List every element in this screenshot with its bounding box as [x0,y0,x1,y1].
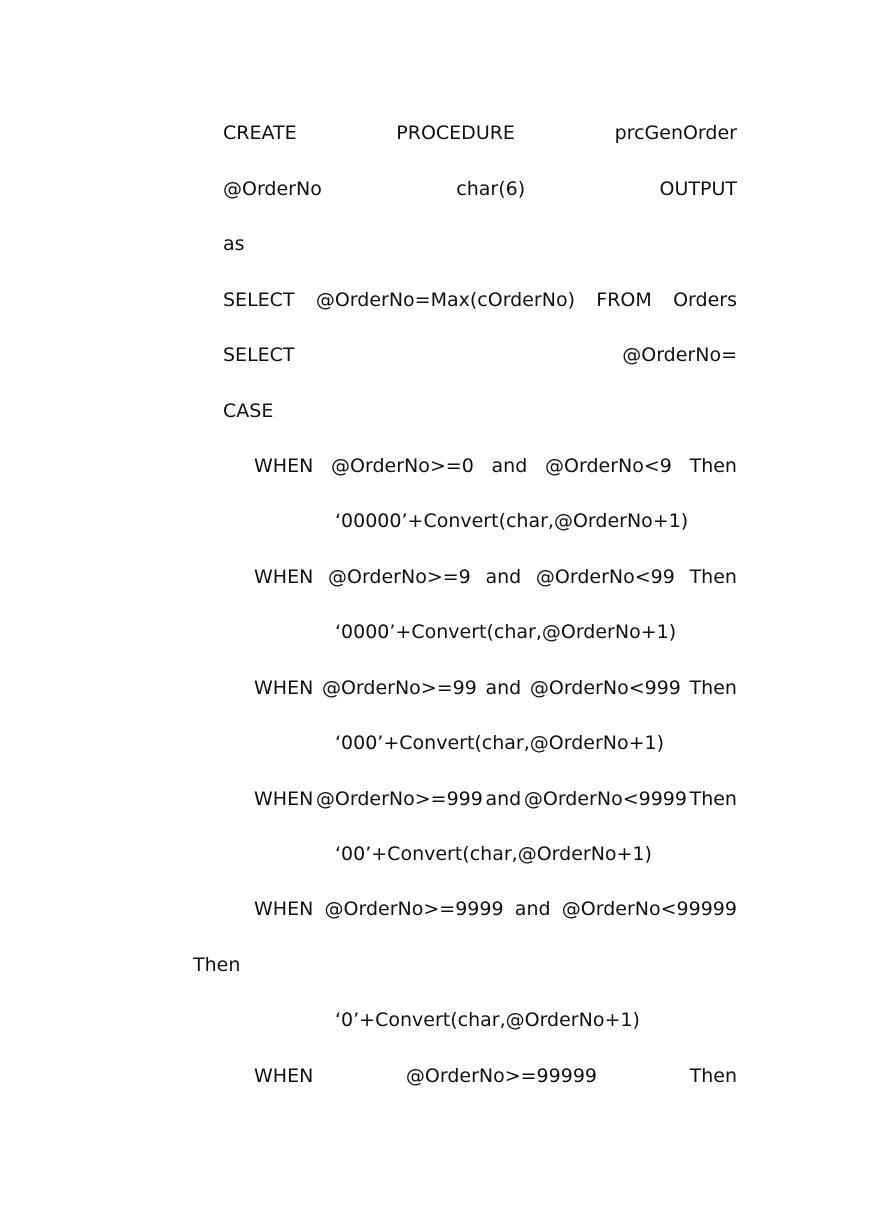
code-token: Then [689,788,737,810]
code-line-when-2 [254,564,737,590]
code-line-when-6 [254,1063,737,1089]
code-token: SELECT [223,289,295,311]
code-token: @OrderNo>=9999 [324,898,504,920]
code-line-result-2: ‘0000’+Convert(char,@OrderNo+1) [335,621,677,643]
code-token: char(6) [456,178,526,200]
code-token: @OrderNo>=99999 [405,1065,598,1087]
code-token: @OrderNo>=999 [315,788,483,810]
code-token: WHEN [254,898,314,920]
code-line-when-5 [254,896,737,922]
code-line-select-max [223,287,737,313]
code-line-case: CASE [223,400,274,422]
code-line-result-4: ‘00’+Convert(char,@OrderNo+1) [335,843,652,865]
code-line-parameter [223,176,737,202]
code-token: WHEN [254,677,314,699]
code-token: WHEN [254,1065,314,1087]
code-token: @OrderNo= [622,344,737,366]
code-token: PROCEDURE [396,122,515,144]
code-token: @OrderNo<9 [545,455,672,477]
code-token: and [514,898,551,920]
code-line-when-4 [254,786,737,812]
code-token: CREATE [223,122,297,144]
code-token: Orders [673,289,737,311]
code-token: and [491,455,528,477]
code-token: Then [689,677,737,699]
code-token: @OrderNo=Max(cOrderNo) [315,289,575,311]
code-token: WHEN [254,455,314,477]
code-token: WHEN [254,788,314,810]
code-token: Then [689,566,737,588]
code-token: @OrderNo [223,178,322,200]
code-token: @OrderNo>=9 [328,566,471,588]
code-line-select-assign [223,342,737,368]
code-line-then-wrapped: Then [193,954,241,976]
code-token: prcGenOrder [614,122,737,144]
code-token: @OrderNo>=0 [331,455,474,477]
code-token: Then [689,1065,737,1087]
code-token: and [485,788,522,810]
code-line-as: as [223,233,245,255]
code-line-result-1: ‘00000’+Convert(char,@OrderNo+1) [335,510,689,532]
code-token: and [485,566,522,588]
code-line-create-procedure [223,120,737,146]
code-line-result-3: ‘000’+Convert(char,@OrderNo+1) [335,732,665,754]
code-line-result-5: ‘0’+Convert(char,@OrderNo+1) [335,1009,640,1031]
code-token: @OrderNo>=99 [321,677,477,699]
code-token: WHEN [254,566,314,588]
code-token: @OrderNo<9999 [523,788,687,810]
code-token: Then [689,455,737,477]
code-line-when-3 [254,675,737,701]
code-token: SELECT [223,344,295,366]
code-token: @OrderNo<99999 [561,898,737,920]
code-token: and [485,677,522,699]
code-token: @OrderNo<999 [529,677,681,699]
code-token: FROM [596,289,652,311]
code-token: OUTPUT [659,178,737,200]
code-line-when-1 [254,453,737,479]
code-token: @OrderNo<99 [535,566,675,588]
